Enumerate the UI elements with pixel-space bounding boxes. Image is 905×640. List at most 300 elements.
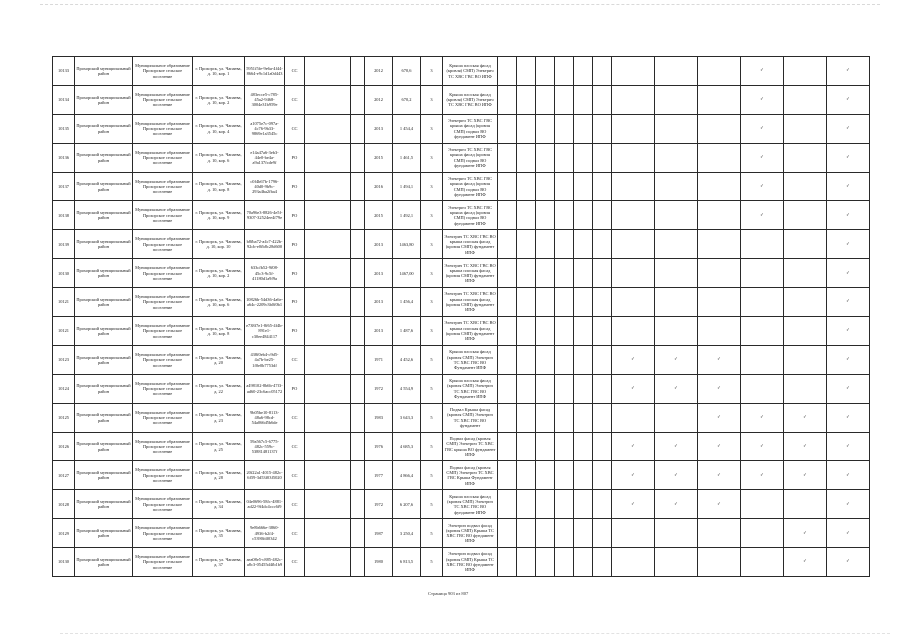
year-cell: 2016 bbox=[365, 172, 393, 201]
check-cell bbox=[498, 57, 517, 86]
check-cell bbox=[784, 201, 827, 230]
check-cell bbox=[827, 548, 870, 577]
check-cell bbox=[574, 519, 593, 548]
municipality-cell: Муниципальное образование Прохорское сельское поселение bbox=[133, 403, 193, 432]
area-cell: 6 813,5 bbox=[393, 548, 421, 577]
work-types-cell: Подвал Крыша фасад (кровля СМП) Электрич ТС ХВС ГВС ВО фундамент bbox=[443, 403, 498, 432]
row-id-cell: 10124 bbox=[53, 374, 75, 403]
check-mark-icon: ✓ bbox=[717, 357, 721, 363]
municipality-cell: Муниципальное образование Прохорское сельское поселение bbox=[133, 490, 193, 519]
check-cell bbox=[784, 57, 827, 86]
table-row bbox=[53, 288, 870, 317]
floors-cell: 3 bbox=[421, 230, 443, 259]
fias-code-cell: b8fba72-a4c7-422b-92cb-e0fb8c28d600 bbox=[245, 230, 285, 259]
check-cell bbox=[498, 548, 517, 577]
check-cell bbox=[612, 259, 655, 288]
table-row bbox=[53, 57, 870, 86]
check-mark-icon: ✓ bbox=[846, 270, 850, 276]
check-cell bbox=[612, 490, 655, 519]
check-cell bbox=[593, 172, 612, 201]
year-cell: 2013 bbox=[365, 230, 393, 259]
check-cell bbox=[498, 374, 517, 403]
work-types-cell: Электрич подвал фасад (кровля СМП) Крыша ТС ХВС ГВС ВО фундамент ИПФ bbox=[443, 548, 498, 577]
fias-code-cell: e14a47a6-3eb3-44e0-be4a-a9a137fcde9f bbox=[245, 143, 285, 172]
check-cell bbox=[612, 461, 655, 490]
check-cell bbox=[784, 432, 827, 461]
check-cell bbox=[498, 259, 517, 288]
row-id-cell: 10128 bbox=[53, 490, 75, 519]
check-mark-icon: ✓ bbox=[674, 472, 678, 478]
empty-cell bbox=[305, 288, 351, 317]
year-cell: 2013 bbox=[365, 317, 393, 346]
check-cell bbox=[555, 548, 574, 577]
table-row bbox=[53, 230, 870, 259]
fias-code-cell: aea08e5-c885-482c-a8c3-05455d4fb1b9 bbox=[245, 548, 285, 577]
check-cell bbox=[517, 172, 536, 201]
check-cell bbox=[536, 143, 555, 172]
district-cell: Прохорский муниципальный район bbox=[75, 114, 133, 143]
check-cell bbox=[655, 288, 698, 317]
work-types-cell: Электрич ТС ХВС ГВС крыша фасад (кровля СМП) подвал ВО фундамент ИПФ bbox=[443, 172, 498, 201]
check-cell bbox=[698, 432, 741, 461]
check-cell bbox=[536, 172, 555, 201]
check-cell bbox=[536, 374, 555, 403]
empty-cell bbox=[305, 317, 351, 346]
work-types-cell: Крыша плоская фасад (кровля СМП) Электрич ТС ХВС ГВС ВО Фундамент ИПФ bbox=[443, 345, 498, 374]
empty-cell bbox=[351, 114, 365, 143]
table-row bbox=[53, 345, 870, 374]
wall-material-cell: РО bbox=[285, 172, 305, 201]
district-cell: Прохорский муниципальный район bbox=[75, 259, 133, 288]
check-mark-icon: ✓ bbox=[846, 472, 850, 478]
table-row bbox=[53, 201, 870, 230]
address-cell: г. Прохорск, ул. Чапаева, д. 37 bbox=[193, 548, 245, 577]
wall-material-cell: РО bbox=[285, 259, 305, 288]
check-mark-icon: ✓ bbox=[846, 501, 850, 507]
check-cell bbox=[741, 143, 784, 172]
check-mark-icon: ✓ bbox=[760, 183, 764, 189]
empty-cell bbox=[351, 374, 365, 403]
check-mark-icon: ✓ bbox=[846, 530, 850, 536]
table-row bbox=[53, 519, 870, 548]
check-cell bbox=[536, 432, 555, 461]
empty-cell bbox=[305, 345, 351, 374]
empty-cell bbox=[305, 114, 351, 143]
check-cell bbox=[827, 57, 870, 86]
empty-cell bbox=[351, 85, 365, 114]
scan-edge-top bbox=[40, 4, 880, 6]
empty-cell bbox=[351, 317, 365, 346]
table-row bbox=[53, 403, 870, 432]
year-cell: 2013 bbox=[365, 114, 393, 143]
year-cell: 2012 bbox=[365, 57, 393, 86]
floors-cell: 3 bbox=[421, 143, 443, 172]
check-cell bbox=[741, 172, 784, 201]
check-cell bbox=[741, 57, 784, 86]
year-cell: 2012 bbox=[365, 85, 393, 114]
check-cell bbox=[741, 548, 784, 577]
check-cell bbox=[593, 201, 612, 230]
check-mark-icon: ✓ bbox=[803, 414, 807, 420]
check-cell bbox=[574, 288, 593, 317]
check-cell bbox=[698, 548, 741, 577]
empty-cell bbox=[351, 172, 365, 201]
floors-cell: 5 bbox=[421, 490, 443, 519]
municipality-cell: Муниципальное образование Прохорское сельское поселение bbox=[133, 143, 193, 172]
check-cell bbox=[698, 85, 741, 114]
check-cell bbox=[536, 490, 555, 519]
check-cell bbox=[555, 259, 574, 288]
address-cell: г. Прохорск, ул. Чапаева, д. 10, кор. 2 bbox=[193, 85, 245, 114]
check-mark-icon: ✓ bbox=[846, 68, 850, 74]
check-mark-icon: ✓ bbox=[846, 126, 850, 132]
check-cell bbox=[574, 374, 593, 403]
check-cell bbox=[498, 85, 517, 114]
check-cell bbox=[555, 230, 574, 259]
empty-cell bbox=[305, 230, 351, 259]
fias-code-cell: 04e0696-58fc-4881-ad22-9f4dc4ccc6f9 bbox=[245, 490, 285, 519]
row-id-cell: 10125 bbox=[53, 403, 75, 432]
municipality-cell: Муниципальное образование Прохорское сельское поселение bbox=[133, 230, 193, 259]
area-cell: 1 492,1 bbox=[393, 201, 421, 230]
empty-cell bbox=[305, 403, 351, 432]
empty-cell bbox=[305, 519, 351, 548]
check-cell bbox=[555, 201, 574, 230]
check-cell bbox=[612, 374, 655, 403]
check-mark-icon: ✓ bbox=[846, 241, 850, 247]
check-cell bbox=[612, 57, 655, 86]
municipality-cell: Муниципальное образование Прохорское сельское поселение bbox=[133, 85, 193, 114]
scan-edge-bottom bbox=[60, 633, 890, 635]
check-cell bbox=[655, 85, 698, 114]
empty-cell bbox=[305, 461, 351, 490]
check-cell bbox=[517, 519, 536, 548]
wall-material-cell: РО bbox=[285, 317, 305, 346]
area-cell: 4 685,3 bbox=[393, 432, 421, 461]
check-cell bbox=[593, 317, 612, 346]
check-cell bbox=[698, 403, 741, 432]
address-cell: г. Прохорск, ул. Чапаева, д. 10, кор. 9 bbox=[193, 201, 245, 230]
check-cell bbox=[498, 143, 517, 172]
municipality-cell: Муниципальное образование Прохорское сельское поселение bbox=[133, 259, 193, 288]
year-cell: 1980 bbox=[365, 548, 393, 577]
address-cell: г. Прохорск, ул. Чапаева, д. 10, кор. 6 bbox=[193, 288, 245, 317]
floors-cell: 5 bbox=[421, 345, 443, 374]
address-cell: г. Прохорск, ул. Чапаева, д. 25 bbox=[193, 432, 245, 461]
check-cell bbox=[517, 288, 536, 317]
district-cell: Прохорский муниципальный район bbox=[75, 519, 133, 548]
year-cell: 1983 bbox=[365, 403, 393, 432]
check-cell bbox=[517, 548, 536, 577]
check-cell bbox=[655, 403, 698, 432]
check-cell bbox=[827, 230, 870, 259]
check-cell bbox=[655, 374, 698, 403]
check-cell bbox=[517, 345, 536, 374]
check-cell bbox=[612, 201, 655, 230]
year-cell: 1976 bbox=[365, 432, 393, 461]
work-types-cell: Электрич ТС ХВС ГВС крыша фасад (кровля СМП) подвал ВО фундамент ИПФ bbox=[443, 114, 498, 143]
check-cell bbox=[784, 345, 827, 374]
check-cell bbox=[655, 548, 698, 577]
check-cell bbox=[574, 143, 593, 172]
check-cell bbox=[498, 432, 517, 461]
address-cell: г. Прохорск, ул. Чапаева, д. 10, кор. 6 bbox=[193, 143, 245, 172]
year-cell: 1971 bbox=[365, 345, 393, 374]
wall-material-cell: РО bbox=[285, 288, 305, 317]
empty-cell bbox=[305, 85, 351, 114]
row-id-cell: 10130 bbox=[53, 259, 75, 288]
check-cell bbox=[498, 230, 517, 259]
wall-material-cell: СС bbox=[285, 490, 305, 519]
work-types-cell: Крыша плоская фасад (кровля) СМП) Электрич ТС ХВС ГВС ВО ИПФ bbox=[443, 57, 498, 86]
check-cell bbox=[827, 143, 870, 172]
check-cell bbox=[593, 490, 612, 519]
check-cell bbox=[517, 57, 536, 86]
check-mark-icon: ✓ bbox=[846, 299, 850, 305]
check-mark-icon: ✓ bbox=[674, 357, 678, 363]
check-cell bbox=[784, 461, 827, 490]
row-id-cell: 10137 bbox=[53, 172, 75, 201]
work-types-cell: Электрич ТС ХВС ГВС ВО крыша плоская фасад (кровля СМП) фундамент ИПФ bbox=[443, 317, 498, 346]
area-cell: 4 452,6 bbox=[393, 345, 421, 374]
check-mark-icon: ✓ bbox=[717, 501, 721, 507]
address-cell: г. Прохорск, ул. Чапаева, д. 35 bbox=[193, 519, 245, 548]
row-id-cell: 10138 bbox=[53, 201, 75, 230]
table-row bbox=[53, 374, 870, 403]
area-cell: 1467,00 bbox=[393, 259, 421, 288]
wall-material-cell: СС bbox=[285, 114, 305, 143]
check-cell bbox=[698, 201, 741, 230]
district-cell: Прохорский муниципальный район bbox=[75, 403, 133, 432]
check-cell bbox=[784, 143, 827, 172]
district-cell: Прохорский муниципальный район bbox=[75, 490, 133, 519]
check-cell bbox=[536, 114, 555, 143]
table-row bbox=[53, 461, 870, 490]
check-cell bbox=[698, 490, 741, 519]
check-cell bbox=[698, 345, 741, 374]
district-cell: Прохорский муниципальный район bbox=[75, 317, 133, 346]
check-cell bbox=[555, 432, 574, 461]
check-cell bbox=[536, 85, 555, 114]
fias-code-cell: 9e8b666e-3860-4936-b2f4-c5390fdf0342 bbox=[245, 519, 285, 548]
check-cell bbox=[784, 114, 827, 143]
check-cell bbox=[517, 432, 536, 461]
check-cell bbox=[612, 432, 655, 461]
check-cell bbox=[517, 114, 536, 143]
table-row bbox=[53, 432, 870, 461]
empty-cell bbox=[351, 432, 365, 461]
check-cell bbox=[741, 432, 784, 461]
check-cell bbox=[827, 114, 870, 143]
check-cell bbox=[655, 461, 698, 490]
check-mark-icon: ✓ bbox=[846, 559, 850, 565]
empty-cell bbox=[351, 403, 365, 432]
address-cell: г. Прохорск, ул. Чапаева, д. 20 bbox=[193, 345, 245, 374]
check-cell bbox=[698, 317, 741, 346]
check-mark-icon: ✓ bbox=[803, 530, 807, 536]
row-id-cell: 10121 bbox=[53, 288, 75, 317]
work-types-cell: Подвал фасад (кровля СМП) Электрич ТС ХВС ГВС Крыша Фундамент ИПФ bbox=[443, 461, 498, 490]
check-cell bbox=[517, 461, 536, 490]
check-cell bbox=[784, 259, 827, 288]
check-cell bbox=[593, 374, 612, 403]
check-cell bbox=[574, 490, 593, 519]
row-id-cell: 10136 bbox=[53, 143, 75, 172]
check-cell bbox=[827, 490, 870, 519]
wall-material-cell: СС bbox=[285, 461, 305, 490]
work-types-cell: Электрич ТС ХВС ГВС ВО крыша плоская фасад (кровля СМП) фундамент ИПФ bbox=[443, 230, 498, 259]
table-row bbox=[53, 114, 870, 143]
check-cell bbox=[498, 490, 517, 519]
address-cell: г. Прохорск, ул. Чапаева, д. 10, кор. 8 bbox=[193, 172, 245, 201]
check-cell bbox=[698, 374, 741, 403]
check-cell bbox=[612, 114, 655, 143]
housing-program-table bbox=[52, 56, 870, 577]
fias-code-cell: c0f4b67b-1796-40d0-9b9c-293a4ba2fba4 bbox=[245, 172, 285, 201]
check-cell bbox=[498, 172, 517, 201]
check-cell bbox=[574, 345, 593, 374]
fias-code-cell: a1075e7c-097a-4c76-9b33-9869e1a3545c bbox=[245, 114, 285, 143]
check-cell bbox=[555, 172, 574, 201]
check-cell bbox=[593, 143, 612, 172]
check-cell bbox=[612, 85, 655, 114]
work-types-cell: Электрич ТС ХВС ГВС крыша фасад (кровля СМП) подвал ВО фундамент ИПФ bbox=[443, 143, 498, 172]
area-cell: 4 866,4 bbox=[393, 461, 421, 490]
check-cell bbox=[784, 230, 827, 259]
fias-code-cell: e738f7e1-8f65-4f4b-891e1-c30ee4844117 bbox=[245, 317, 285, 346]
address-cell: г. Прохорск, ул. Чапаева, д. 22 bbox=[193, 374, 245, 403]
row-id-cell: 10133 bbox=[53, 57, 75, 86]
table-row bbox=[53, 143, 870, 172]
check-mark-icon: ✓ bbox=[674, 386, 678, 392]
check-cell bbox=[784, 490, 827, 519]
check-mark-icon: ✓ bbox=[631, 386, 635, 392]
check-cell bbox=[536, 317, 555, 346]
check-cell bbox=[574, 317, 593, 346]
check-cell bbox=[555, 114, 574, 143]
floors-cell: 3 bbox=[421, 259, 443, 288]
row-id-cell: 10130 bbox=[53, 548, 75, 577]
fias-code-cell: 70a96e3-8826-4e5f-9307-32524ee4f79e bbox=[245, 201, 285, 230]
check-mark-icon: ✓ bbox=[717, 472, 721, 478]
work-types-cell: Крыша плоская фасад (кровля) СМП) Электрич ТС ХВС ГВС ВО ИПФ bbox=[443, 85, 498, 114]
empty-cell bbox=[305, 201, 351, 230]
floors-cell: 5 bbox=[421, 403, 443, 432]
check-cell bbox=[612, 403, 655, 432]
floors-cell: 5 bbox=[421, 519, 443, 548]
check-cell bbox=[593, 230, 612, 259]
row-id-cell: 10134 bbox=[53, 85, 75, 114]
address-cell: г. Прохорск, ул. Чапаева, д. 10, кор. 8 bbox=[193, 317, 245, 346]
check-cell bbox=[741, 519, 784, 548]
municipality-cell: Муниципальное образование Прохорское сельское поселение bbox=[133, 374, 193, 403]
check-cell bbox=[698, 461, 741, 490]
check-cell bbox=[593, 288, 612, 317]
check-cell bbox=[536, 288, 555, 317]
municipality-cell: Муниципальное образование Прохорское сельское поселение bbox=[133, 519, 193, 548]
check-cell bbox=[827, 85, 870, 114]
check-cell bbox=[498, 403, 517, 432]
check-mark-icon: ✓ bbox=[717, 443, 721, 449]
check-mark-icon: ✓ bbox=[760, 97, 764, 103]
check-cell bbox=[593, 461, 612, 490]
district-cell: Прохорский муниципальный район bbox=[75, 143, 133, 172]
empty-cell bbox=[351, 57, 365, 86]
district-cell: Прохорский муниципальный район bbox=[75, 230, 133, 259]
check-cell bbox=[655, 230, 698, 259]
check-cell bbox=[593, 114, 612, 143]
empty-cell bbox=[351, 230, 365, 259]
municipality-cell: Муниципальное образование Прохорское сельское поселение bbox=[133, 317, 193, 346]
district-cell: Прохорский муниципальный район bbox=[75, 432, 133, 461]
municipality-cell: Муниципальное образование Прохорское сельское поселение bbox=[133, 461, 193, 490]
check-cell bbox=[536, 345, 555, 374]
check-cell bbox=[555, 519, 574, 548]
wall-material-cell: РО bbox=[285, 201, 305, 230]
address-cell: г. Прохорск, ул. Чапаева, д. 10, кор. 1 bbox=[193, 57, 245, 86]
check-cell bbox=[498, 288, 517, 317]
check-cell bbox=[498, 317, 517, 346]
check-cell bbox=[827, 288, 870, 317]
empty-cell bbox=[305, 57, 351, 86]
check-cell bbox=[655, 201, 698, 230]
check-mark-icon: ✓ bbox=[674, 501, 678, 507]
year-cell: 2013 bbox=[365, 288, 393, 317]
check-cell bbox=[498, 519, 517, 548]
check-mark-icon: ✓ bbox=[846, 154, 850, 160]
area-cell: 1 487,6 bbox=[393, 317, 421, 346]
check-cell bbox=[574, 461, 593, 490]
check-cell bbox=[827, 345, 870, 374]
fias-code-cell: 9b05be10-8113-48a6-98cd-54a066d5b6de bbox=[245, 403, 285, 432]
floors-cell: 3 bbox=[421, 201, 443, 230]
row-id-cell: 10139 bbox=[53, 230, 75, 259]
check-mark-icon: ✓ bbox=[760, 472, 764, 478]
check-cell bbox=[517, 143, 536, 172]
work-types-cell: Электрич ТС ХВС ГВС ВО крыша плоская фасад (кровля СМП) фундамент ИПФ bbox=[443, 288, 498, 317]
empty-cell bbox=[351, 201, 365, 230]
check-cell bbox=[612, 519, 655, 548]
check-cell bbox=[555, 143, 574, 172]
district-cell: Прохорский муниципальный район bbox=[75, 461, 133, 490]
check-cell bbox=[517, 259, 536, 288]
municipality-cell: Муниципальное образование Прохорское сельское поселение bbox=[133, 432, 193, 461]
check-cell bbox=[827, 403, 870, 432]
check-cell bbox=[698, 288, 741, 317]
check-cell bbox=[517, 85, 536, 114]
check-cell bbox=[655, 259, 698, 288]
check-cell bbox=[593, 519, 612, 548]
check-mark-icon: ✓ bbox=[760, 126, 764, 132]
check-cell bbox=[555, 374, 574, 403]
district-cell: Прохорский муниципальный район bbox=[75, 288, 133, 317]
check-cell bbox=[593, 57, 612, 86]
page-footer: Страница 903 из 807 bbox=[428, 591, 469, 596]
check-cell bbox=[655, 490, 698, 519]
check-cell bbox=[555, 288, 574, 317]
address-cell: г. Прохорск, ул. Чапаева, д. 28 bbox=[193, 461, 245, 490]
check-cell bbox=[574, 201, 593, 230]
empty-cell bbox=[305, 432, 351, 461]
check-cell bbox=[741, 345, 784, 374]
check-mark-icon: ✓ bbox=[846, 414, 850, 420]
check-cell bbox=[593, 548, 612, 577]
check-cell bbox=[698, 519, 741, 548]
district-cell: Прохорский муниципальный район bbox=[75, 345, 133, 374]
check-mark-icon: ✓ bbox=[760, 212, 764, 218]
check-cell bbox=[593, 403, 612, 432]
wall-material-cell: РО bbox=[285, 143, 305, 172]
